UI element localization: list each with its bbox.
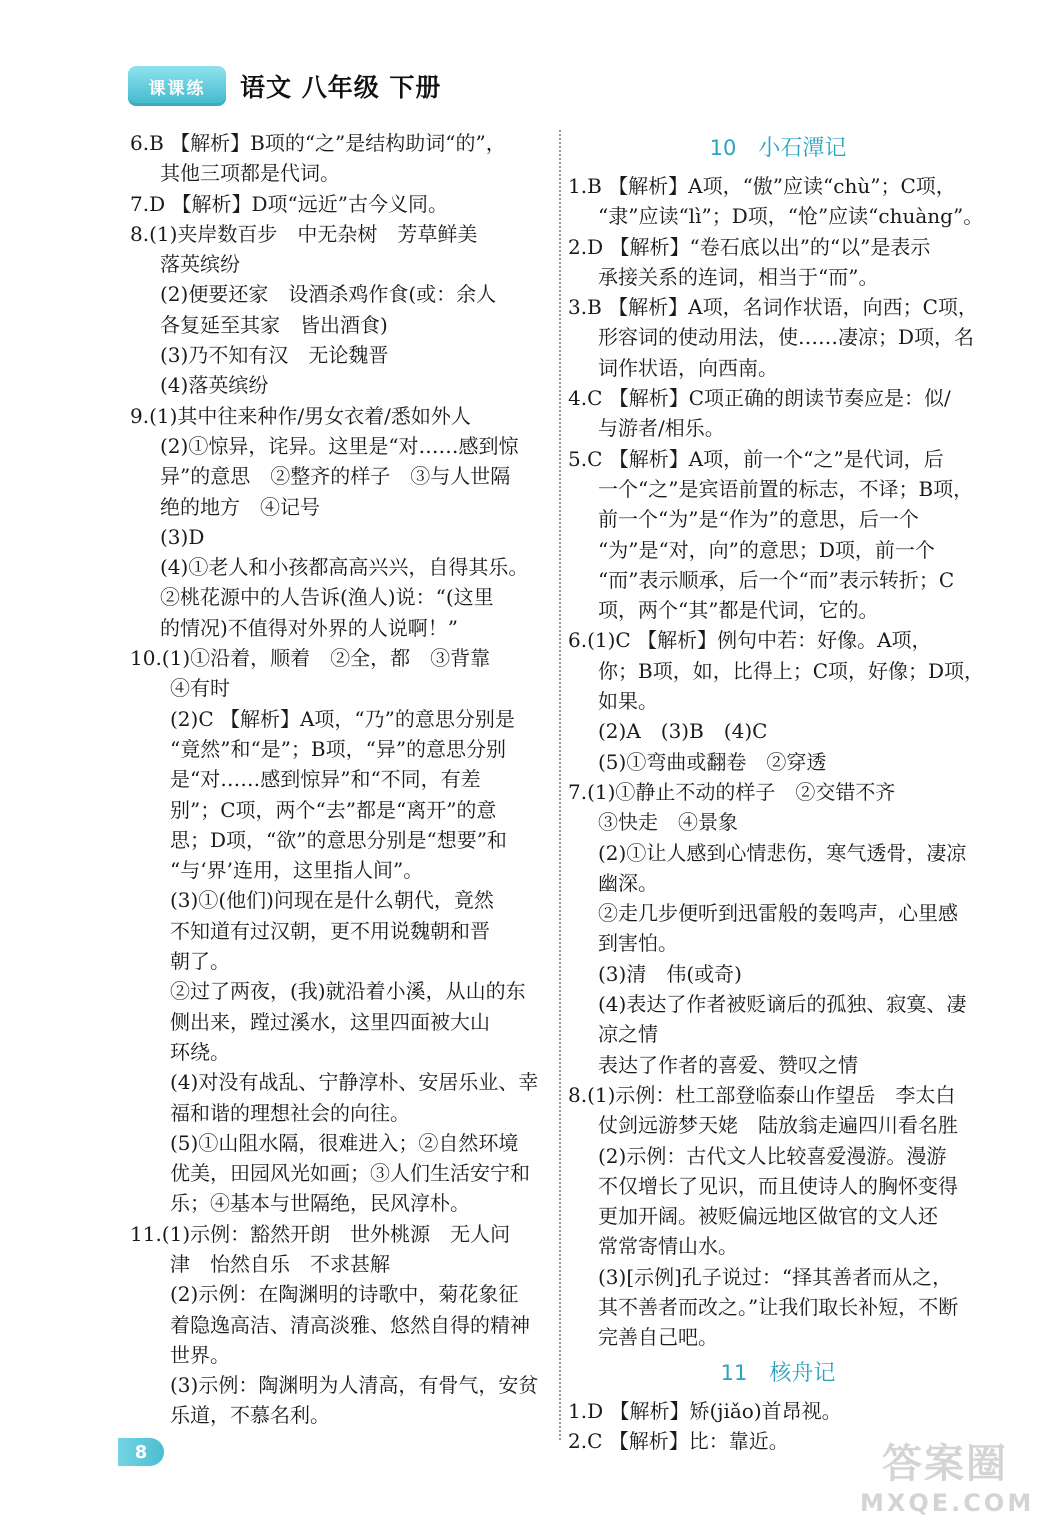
answer-line: 与游者/相乐。 bbox=[598, 416, 725, 441]
answer-line: (2)示例：古代文人比较喜爱漫游。漫游 bbox=[598, 1143, 947, 1168]
answer-line: (2)①惊异，诧异。这里是“对……感到惊 bbox=[160, 433, 519, 458]
watermark-text: 答案圈 bbox=[882, 1441, 1008, 1487]
answer-line: 其不善者而改之。”让我们取长补短，不断 bbox=[598, 1294, 959, 1319]
column-divider bbox=[559, 130, 561, 1440]
answer-line-first: 6.B 【解析】B项的“之”是结构助词“的”， bbox=[130, 131, 506, 155]
answer-line: “隶”应读“lì”；D项，“怆”应读“chuàng”。 bbox=[598, 204, 984, 229]
answer-line: 各复延至其家 皆出酒食) bbox=[160, 312, 388, 337]
answer-line-first: 8.(1)夹岸数百步 中无杂树 芳草鲜美 bbox=[130, 221, 478, 246]
answer-line: 优美，田园风光如画；③人们生活安宁和 bbox=[170, 1161, 530, 1186]
answer-line: (5)①弯曲或翻卷 ②穿透 bbox=[598, 749, 827, 774]
answer-line: 凉之情 bbox=[598, 1022, 658, 1047]
watermark-url: MXQE.COM bbox=[860, 1489, 1035, 1517]
answer-line: 朝了。 bbox=[170, 949, 230, 974]
answer-line-first: 3.B 【解析】A项，名词作状语，向西；C项， bbox=[568, 295, 978, 320]
answer-line: 常常寄情山水。 bbox=[598, 1234, 738, 1259]
answer-line-first: 7.(1)①静止不动的样子 ②交错不齐 bbox=[568, 779, 896, 804]
answer-item bbox=[568, 383, 988, 444]
answer-line-first: 9.(1)其中往来种作/男女衣着/悉如外人 bbox=[130, 403, 471, 428]
answer-line: 别”；C项，两个“去”都是“离开”的意 bbox=[170, 797, 497, 822]
section-heading-11 bbox=[568, 1355, 988, 1392]
left-column bbox=[130, 128, 548, 1431]
answer-line-first: 10.(1)①沿着，顺着 ②全，都 ③背靠 bbox=[130, 646, 491, 671]
answer-line: 是“对……感到惊异”和“不同，有差 bbox=[170, 767, 481, 792]
answer-line: 乐；④基本与世隔绝，民风淳朴。 bbox=[170, 1191, 470, 1216]
book-title: 语文 八年级 下册 bbox=[240, 73, 442, 102]
answer-item bbox=[568, 1396, 988, 1426]
answer-item bbox=[568, 777, 988, 1080]
answer-line: (4)落英缤纷 bbox=[160, 373, 269, 398]
answer-line: (3)示例：陶渊明为人清高，有骨气，安贫 bbox=[170, 1373, 539, 1398]
answer-line: 承接关系的连词，相当于“而”。 bbox=[598, 264, 879, 289]
answer-line-first: 1.D 【解析】矫(jiǎo)首昂视。 bbox=[568, 1398, 842, 1423]
answer-line: 仗剑远游梦天姥 陆放翁走遍四川看名胜 bbox=[598, 1113, 958, 1138]
answer-line-first: 2.C 【解析】比：靠近。 bbox=[568, 1428, 789, 1453]
answer-line: 项，两个“其”都是代词，它的。 bbox=[598, 598, 879, 623]
answer-line: (2)A (3)B (4)C bbox=[598, 719, 768, 744]
answer-line: 形容词的使动用法，使……凄凉；D项，名 bbox=[598, 325, 975, 350]
answer-line: ②桃花源中的人告诉(渔人)说：“(这里 bbox=[160, 585, 494, 610]
answer-line: (4)①老人和小孩都高高兴兴，自得其乐。 bbox=[160, 555, 529, 580]
answer-line: (2)C 【解析】A项，“乃”的意思分别是 bbox=[170, 706, 515, 731]
answer-line-first: 1.B 【解析】A项，“傲”应读“chù”；C项， bbox=[568, 174, 956, 198]
answer-item bbox=[568, 625, 988, 776]
answer-line: “与‘界’连用，这里指人间”。 bbox=[170, 858, 424, 883]
answer-line: (3)[示例]孔子说过：“择其善者而从之， bbox=[598, 1264, 953, 1289]
answer-item bbox=[568, 444, 988, 626]
answer-line: 福和谐的理想社会的向往。 bbox=[170, 1100, 410, 1125]
answer-line: “为”是“对，向”的意思；D项，前一个 bbox=[598, 537, 935, 562]
answer-line-first: 6.(1)C 【解析】例句中若：好像。A项， bbox=[568, 628, 932, 653]
answer-line: 幽深。 bbox=[598, 870, 658, 895]
section-heading-10 bbox=[568, 130, 988, 167]
answer-line: 你；B项，如，比得上；C项，好像；D项， bbox=[598, 658, 985, 683]
series-badge: 课课练 bbox=[128, 66, 226, 106]
answer-line: 侧出来，蹚过溪水，这里四面被大山 bbox=[170, 1009, 490, 1034]
section-title: 核舟记 bbox=[769, 1360, 836, 1386]
answer-line: 环绕。 bbox=[170, 1039, 230, 1064]
answer-item bbox=[130, 1219, 548, 1431]
answer-line: ③快走 ④景象 bbox=[598, 810, 738, 835]
answer-line: 更加开阔。被贬偏远地区做官的文人还 bbox=[598, 1204, 938, 1229]
answer-item bbox=[568, 171, 988, 232]
answer-line: 词作状语，向西南。 bbox=[598, 355, 778, 380]
answer-item bbox=[130, 128, 548, 189]
answer-line: (4)对没有战乱、宁静淳朴、安居乐业、幸 bbox=[170, 1070, 539, 1095]
answer-item bbox=[568, 292, 988, 383]
answer-item bbox=[568, 1080, 988, 1353]
answer-line-first: 4.C 【解析】C项正确的朗读节奏应是：似/ bbox=[568, 386, 951, 411]
answer-line: 绝的地方 ④记号 bbox=[160, 494, 320, 519]
answer-line: ②走几步便听到迅雷般的轰鸣声，心里感 bbox=[598, 901, 958, 926]
answer-line: (4)表达了作者被贬谪后的孤独、寂寞、凄 bbox=[598, 992, 967, 1017]
answer-item bbox=[130, 219, 548, 401]
answer-line: (5)①山阻水隔，很难进入；②自然环境 bbox=[170, 1130, 519, 1155]
answer-line: 乐道，不慕名利。 bbox=[170, 1403, 330, 1428]
answer-line: 不知道有过汉朝，更不用说魏朝和晋 bbox=[170, 918, 490, 943]
answer-line-first: 5.C 【解析】A项，前一个“之”是代词，后 bbox=[568, 446, 944, 471]
answer-line: 表达了作者的喜爱、赞叹之情 bbox=[598, 1052, 858, 1077]
answer-item bbox=[130, 401, 548, 643]
answers-section-10 bbox=[568, 171, 988, 1353]
answer-line: 着隐逸高洁、清高淡雅、悠然自得的精神 bbox=[170, 1312, 530, 1337]
answer-line: 思；D项，“欲”的意思分别是“想要”和 bbox=[170, 827, 507, 852]
answer-line: 世界。 bbox=[170, 1342, 230, 1367]
answer-line: ④有时 bbox=[170, 676, 230, 701]
answer-line-first: 11.(1)示例：豁然开朗 世外桃源 无人问 bbox=[130, 1221, 511, 1246]
answer-line: 如果。 bbox=[598, 689, 658, 714]
answer-line: (3)D bbox=[160, 524, 205, 549]
answer-line: “竟然”和“是”；B项，“异”的意思分别 bbox=[170, 736, 507, 761]
answer-line: 一个“之”是宾语前置的标志，不译；B项， bbox=[598, 476, 974, 501]
answer-line: ②过了两夜，(我)就沿着小溪，从山的东 bbox=[170, 979, 526, 1004]
answer-item bbox=[130, 643, 548, 1219]
answer-line-first: 2.D 【解析】“卷石底以出”的“以”是表示 bbox=[568, 234, 931, 259]
answer-line: (2)示例：在陶渊明的诗歌中，菊花象征 bbox=[170, 1282, 519, 1307]
answer-item bbox=[568, 232, 988, 293]
answer-line: 津 怡然自乐 不求甚解 bbox=[170, 1251, 390, 1276]
right-column bbox=[568, 128, 988, 1456]
answer-line: 的情况)不值得对外界的人说啊！” bbox=[160, 615, 459, 640]
answer-line-first: 8.(1)示例：杜工部登临泰山作望岳 李太白 bbox=[568, 1082, 956, 1107]
section-number: 10 bbox=[709, 136, 737, 160]
answer-line-first: 7.D 【解析】D项“远近”古今义同。 bbox=[130, 191, 448, 216]
answer-line: 其他三项都是代词。 bbox=[160, 161, 340, 186]
page-header bbox=[128, 62, 441, 110]
section-number: 11 bbox=[720, 1360, 748, 1385]
answer-line: (3)乃不知有汉 无论魏晋 bbox=[160, 343, 389, 368]
answer-line: (3)①(他们)问现在是什么朝代，竟然 bbox=[170, 888, 494, 913]
answer-line: 不仅增长了见识，而且使诗人的胸怀变得 bbox=[598, 1173, 958, 1198]
answer-line: (2)①让人感到心情悲伤，寒气透骨，凄凉 bbox=[598, 840, 967, 865]
answer-line: 前一个“为”是“作为”的意思，后一个 bbox=[598, 507, 919, 532]
section-title: 小石潭记 bbox=[758, 136, 847, 161]
answer-line: 完善自己吧。 bbox=[598, 1325, 718, 1350]
answer-line: “而”表示顺承，后一个“而”表示转折；C bbox=[598, 567, 955, 592]
answer-line: 落英缤纷 bbox=[160, 252, 240, 277]
answer-line: (3)清 伟(或奇) bbox=[598, 961, 742, 986]
answer-line: 异”的意思 ②整齐的样子 ③与人世隔 bbox=[160, 464, 511, 489]
page-number: 8 bbox=[118, 1438, 164, 1466]
answer-item bbox=[130, 189, 548, 219]
answer-line: (2)便要还家 设酒杀鸡作食(或：余人 bbox=[160, 282, 497, 307]
answer-line: 到害怕。 bbox=[598, 931, 678, 956]
watermark-logo bbox=[860, 1440, 1035, 1526]
